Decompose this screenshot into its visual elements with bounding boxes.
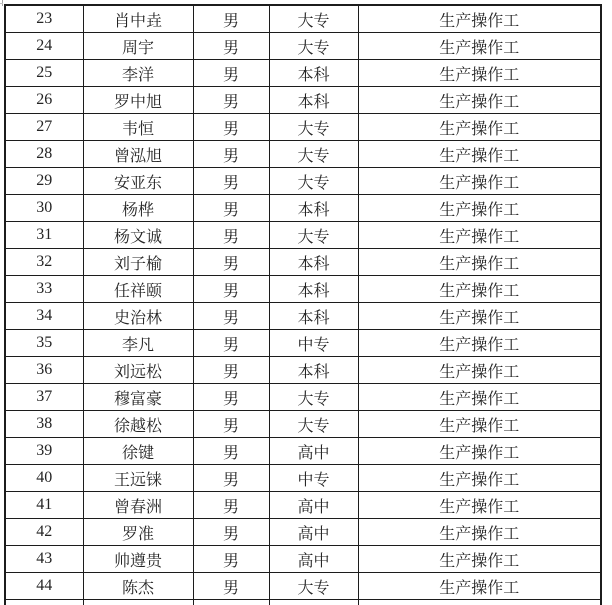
education-cell: 本科 xyxy=(269,249,358,276)
table-row xyxy=(5,141,601,168)
education-cell: 高中 xyxy=(269,519,358,546)
position-cell: 生产操作工 xyxy=(358,141,601,168)
education-cell: 大专 xyxy=(269,222,358,249)
position-cell: 生产操作工 xyxy=(358,357,601,384)
name-cell: 罗准 xyxy=(83,519,193,546)
position-cell: 生产操作工 xyxy=(358,33,601,60)
name-cell: 安亚东 xyxy=(83,168,193,195)
position-cell: 生产操作工 xyxy=(358,303,601,330)
education-cell: 本科 xyxy=(269,60,358,87)
table-row xyxy=(5,519,601,546)
position-cell: 生产操作工 xyxy=(358,5,601,33)
table-row xyxy=(5,33,601,60)
education-cell: 大专 xyxy=(269,411,358,438)
gender-cell: 男 xyxy=(193,546,269,573)
gender-cell: 男 xyxy=(193,303,269,330)
serial-number-cell: 41 xyxy=(5,492,83,519)
table-row xyxy=(5,411,601,438)
name-cell: 杨文诚 xyxy=(83,222,193,249)
serial-number-cell: 37 xyxy=(5,384,83,411)
education-cell: 中专 xyxy=(269,330,358,357)
table-row xyxy=(5,114,601,141)
gender-cell: 男 xyxy=(193,168,269,195)
position-cell: 生产操作工 xyxy=(358,411,601,438)
position-cell: 生产操作工 xyxy=(358,492,601,519)
position-cell: 生产操作工 xyxy=(358,222,601,249)
serial-number-cell: 36 xyxy=(5,357,83,384)
serial-number-cell: 30 xyxy=(5,195,83,222)
education-cell: 高中 xyxy=(269,546,358,573)
gender-cell: 男 xyxy=(193,60,269,87)
serial-number-cell: 32 xyxy=(5,249,83,276)
education-cell: 本科 xyxy=(269,303,358,330)
table-row xyxy=(5,492,601,519)
name-cell: 李洋 xyxy=(83,60,193,87)
serial-number-cell: 24 xyxy=(5,33,83,60)
name-cell: 刘子榆 xyxy=(83,249,193,276)
education-cell: 大专 xyxy=(269,141,358,168)
serial-number-cell: 23 xyxy=(5,5,83,33)
gender-cell: 男 xyxy=(193,87,269,114)
position-cell: 生产操作工 xyxy=(358,60,601,87)
table-row xyxy=(5,249,601,276)
table-row xyxy=(5,168,601,195)
name-cell: 任祥颐 xyxy=(83,276,193,303)
education-cell: 中专 xyxy=(269,465,358,492)
position-cell: 生产操作工 xyxy=(358,573,601,600)
position-cell: 生产操作工 xyxy=(358,330,601,357)
table-row xyxy=(5,384,601,411)
name-cell: 刘远松 xyxy=(83,357,193,384)
serial-number-cell: 34 xyxy=(5,303,83,330)
name-cell: 曾春洲 xyxy=(83,492,193,519)
name-cell: 杨桦 xyxy=(83,195,193,222)
name-cell: 徐键 xyxy=(83,438,193,465)
gender-cell: 男 xyxy=(193,330,269,357)
gender-cell: 男 xyxy=(193,141,269,168)
education-cell: 大专 xyxy=(269,384,358,411)
gender-cell: 男 xyxy=(193,33,269,60)
position-cell: 生产操作工 xyxy=(358,87,601,114)
table-row xyxy=(5,60,601,87)
position-cell: 生产操作工 xyxy=(358,195,601,222)
education-cell: 大专 xyxy=(269,168,358,195)
serial-number-cell: 26 xyxy=(5,87,83,114)
position-cell: 生产操作工 xyxy=(358,384,601,411)
roster-table-body xyxy=(5,5,601,605)
gender-cell: 男 xyxy=(193,411,269,438)
serial-number-cell: 25 xyxy=(5,60,83,87)
table-row xyxy=(5,276,601,303)
position-cell xyxy=(358,600,601,605)
table-row xyxy=(5,330,601,357)
position-cell: 生产操作工 xyxy=(358,249,601,276)
position-cell: 生产操作工 xyxy=(358,276,601,303)
gender-cell: 男 xyxy=(193,465,269,492)
gender-cell: 男 xyxy=(193,249,269,276)
table-row xyxy=(5,573,601,600)
table-row xyxy=(5,222,601,249)
position-cell: 生产操作工 xyxy=(358,519,601,546)
name-cell: 徐越松 xyxy=(83,411,193,438)
serial-number-cell: 35 xyxy=(5,330,83,357)
education-cell: 本科 xyxy=(269,357,358,384)
position-cell: 生产操作工 xyxy=(358,465,601,492)
name-cell: 陈杰 xyxy=(83,573,193,600)
gender-cell: 男 xyxy=(193,519,269,546)
table-row-partial xyxy=(5,600,601,605)
education-cell: 大专 xyxy=(269,114,358,141)
education-cell: 本科 xyxy=(269,276,358,303)
gender-cell: 男 xyxy=(193,492,269,519)
gender-cell: 男 xyxy=(193,384,269,411)
name-cell: 穆富豪 xyxy=(83,384,193,411)
position-cell: 生产操作工 xyxy=(358,546,601,573)
position-cell: 生产操作工 xyxy=(358,168,601,195)
serial-number-cell: 42 xyxy=(5,519,83,546)
name-cell: 帅遵贵 xyxy=(83,546,193,573)
name-cell: 李凡 xyxy=(83,330,193,357)
table-row xyxy=(5,438,601,465)
serial-number-cell: 27 xyxy=(5,114,83,141)
education-cell: 高中 xyxy=(269,438,358,465)
serial-number-cell: 44 xyxy=(5,573,83,600)
serial-number-cell: 29 xyxy=(5,168,83,195)
gender-cell: 男 xyxy=(193,573,269,600)
education-cell: 本科 xyxy=(269,195,358,222)
name-cell xyxy=(83,600,193,605)
serial-number-cell: 28 xyxy=(5,141,83,168)
position-cell: 生产操作工 xyxy=(358,438,601,465)
serial-number-cell: 39 xyxy=(5,438,83,465)
name-cell: 罗中旭 xyxy=(83,87,193,114)
table-row xyxy=(5,87,601,114)
name-cell: 肖中垚 xyxy=(83,5,193,33)
education-cell: 本科 xyxy=(269,87,358,114)
education-cell: 高中 xyxy=(269,492,358,519)
serial-number-cell: 33 xyxy=(5,276,83,303)
name-cell: 韦恒 xyxy=(83,114,193,141)
name-cell: 史治林 xyxy=(83,303,193,330)
education-cell: 大专 xyxy=(269,573,358,600)
table-row xyxy=(5,303,601,330)
serial-number-cell: 43 xyxy=(5,546,83,573)
table-row xyxy=(5,546,601,573)
gender-cell: 男 xyxy=(193,195,269,222)
education-cell xyxy=(269,600,358,605)
table-row xyxy=(5,5,601,33)
name-cell: 曾泓旭 xyxy=(83,141,193,168)
serial-number-cell: 31 xyxy=(5,222,83,249)
gender-cell: 男 xyxy=(193,276,269,303)
serial-number-cell xyxy=(5,600,83,605)
gender-cell: 男 xyxy=(193,5,269,33)
name-cell: 王远铼 xyxy=(83,465,193,492)
serial-number-cell: 38 xyxy=(5,411,83,438)
gender-cell: 男 xyxy=(193,357,269,384)
gender-cell: 男 xyxy=(193,438,269,465)
education-cell: 大专 xyxy=(269,5,358,33)
gender-cell: 男 xyxy=(193,114,269,141)
gender-cell: 男 xyxy=(193,222,269,249)
table-row xyxy=(5,357,601,384)
education-cell: 大专 xyxy=(269,33,358,60)
table-row xyxy=(5,195,601,222)
table-row xyxy=(5,465,601,492)
position-cell: 生产操作工 xyxy=(358,114,601,141)
page-corner-mark xyxy=(0,3,3,4)
personnel-roster-table xyxy=(4,4,602,605)
serial-number-cell: 40 xyxy=(5,465,83,492)
gender-cell xyxy=(193,600,269,605)
name-cell: 周宇 xyxy=(83,33,193,60)
